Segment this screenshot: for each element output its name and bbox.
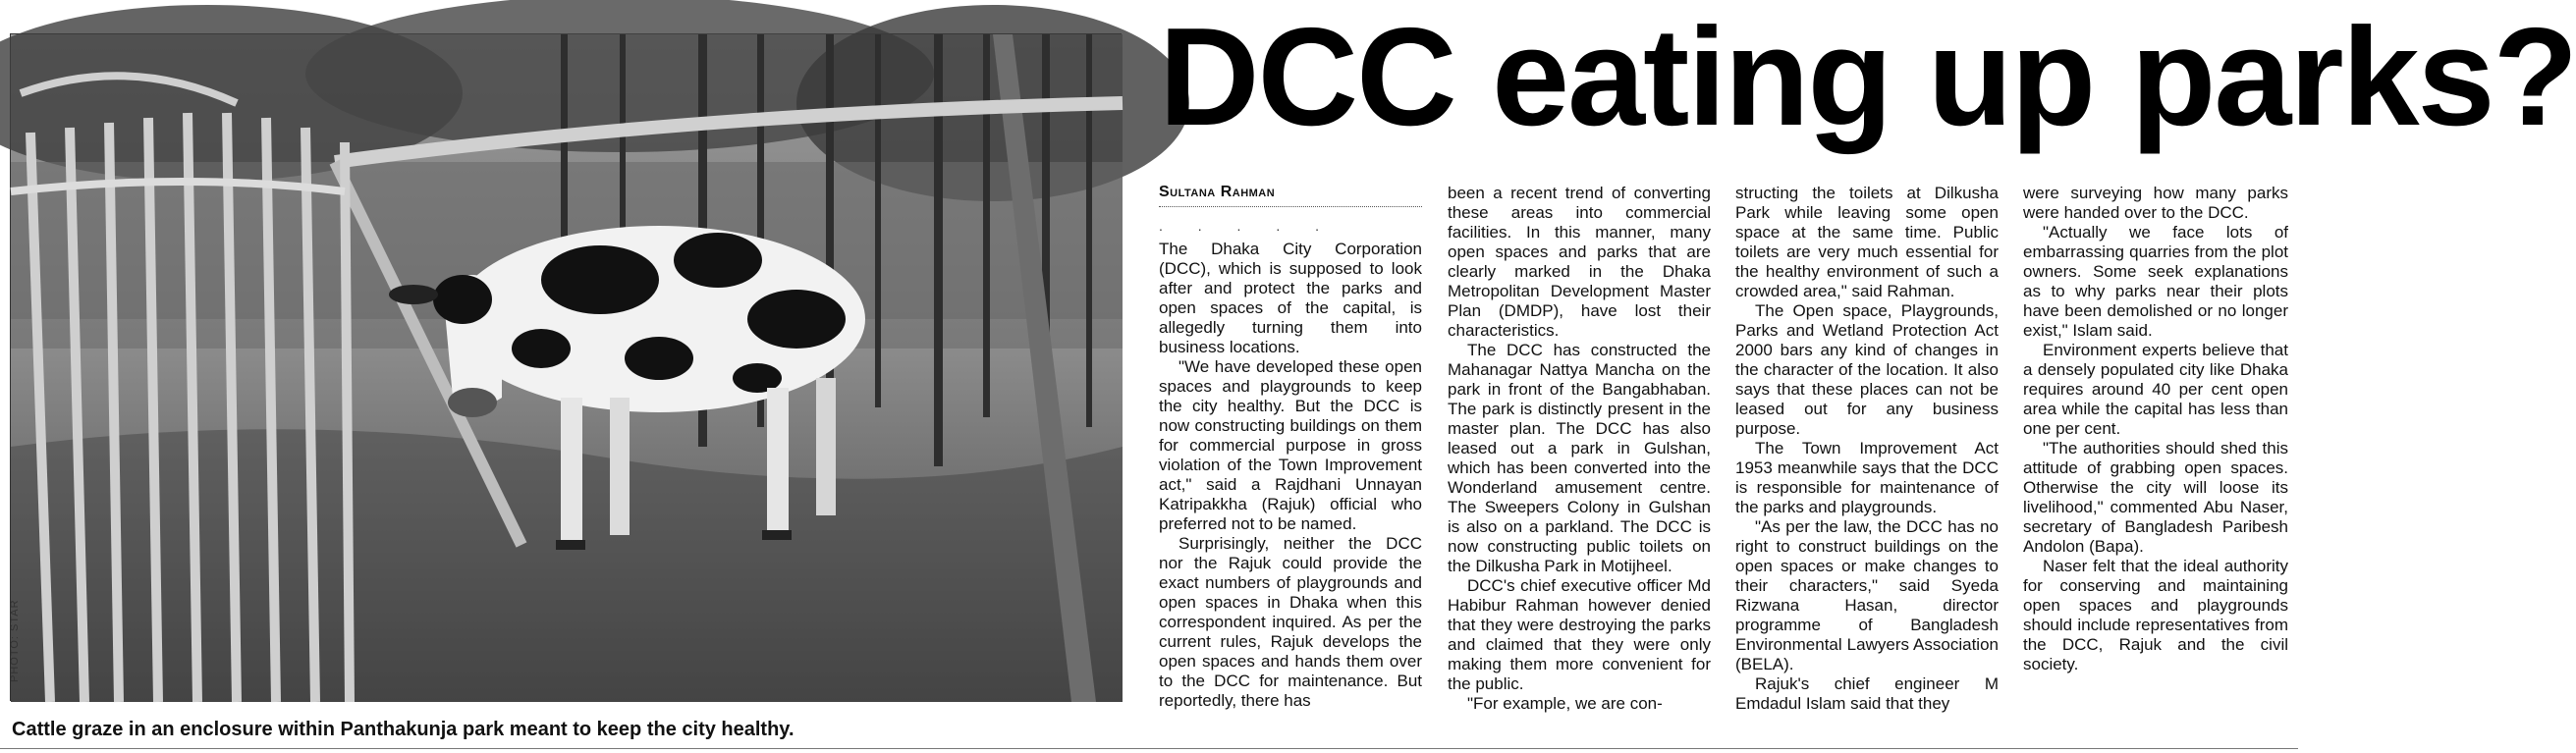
article-column-1 xyxy=(1159,240,1422,711)
paragraph: were surveying how many parks were handed over to the DCC. xyxy=(2023,184,2288,222)
article-column-4 xyxy=(2023,184,2288,674)
paragraph: "The authorities should shed this attitude of grabbing open spaces. Otherwise the city will loose its livelihood," commented Abu Naser, secretary of Bangladesh Paribesh Andolon (Bapa). xyxy=(2023,439,2288,556)
photo-caption: Cattle graze in an enclosure within Panthakunja park meant to keep the city healthy. xyxy=(12,719,795,740)
paragraph: The Town Improvement Act 1953 meanwhile says that the DCC is responsible for maintenance of the parks and playgrounds. xyxy=(1735,439,1999,516)
paragraph: DCC's chief executive officer Md Habibur Rahman however denied that they were destroying the parks and claimed that they were only making them more convenient for the public. xyxy=(1448,576,1711,693)
paragraph: Environment experts believe that a densely populated city like Dhaka requires around 40 per cent open area while the capital has less than one per cent. xyxy=(2023,341,2288,438)
paragraph: "As per the law, the DCC has no right to construct buildings on the open spaces or make changes to their characters," said Syeda Rizwana Hasan, director programme of Bangladesh Environmental Lawyers Association (BELA). xyxy=(1735,517,1999,673)
paragraph: The Dhaka City Corporation (DCC), which is supposed to look after and protect the parks and open spaces of the capital, is allegedly turning them into business locations. xyxy=(1159,240,1422,356)
paragraph: been a recent trend of converting these areas into commercial facilities. In this manner, many open spaces and parks that are clearly marked in the Dhaka Metropolitan Development Master Plan (DMDP), have lost their characteristics. xyxy=(1448,184,1711,340)
article-photo xyxy=(10,33,1122,701)
paragraph: "We have developed these open spaces and playgrounds to keep the city healthy. But the DCC is now constructing buildings on them for commercial purpose in gross violation of the Town Improvement act," said a Rajdhani Unnayan Katripakkha (Rajuk) official who preferred not to be named. xyxy=(1159,357,1422,533)
paragraph: Rajuk's chief engineer M Emdadul Islam said that they xyxy=(1735,674,1999,713)
paragraph: Naser felt that the ideal authority for conserving and maintaining open spaces and playgrounds should include representatives from the DCC, Rajuk and the civil society. xyxy=(2023,557,2288,673)
paragraph: structing the toilets at Dilkusha Park while leaving some open space at the same time. Public toilets are very much essential for the healthy environment of such a crowded area," said Rahman. xyxy=(1735,184,1999,300)
byline: Sultana Rahman xyxy=(1159,184,1276,200)
headline: DCC eating up parks? xyxy=(1159,0,2576,155)
paragraph: The Open space, Playgrounds, Parks and Wetland Protection Act 2000 bars any kind of changes in the character of the location. It also says that these places can not be leased out for any business purpose. xyxy=(1735,301,1999,438)
article-column-2 xyxy=(1448,184,1711,714)
byline-dots: . . . . . xyxy=(1159,218,1336,234)
paragraph: "For example, we are con- xyxy=(1467,694,1663,713)
paragraph: The DCC has constructed the Mahanagar Nattya Mancha on the park in front of the Bangabhaban. The park is distinctly present in the master plan. The DCC has also leased out a park in Gulshan, which has been converted into the Wonderland amusement centre. The Sweepers Colony in Gulshan is also on a parkland. The DCC is now constructing public toilets on the Dilkusha Park in Motijheel. xyxy=(1448,341,1711,575)
paragraph: Surprisingly, neither the DCC nor the Rajuk could provide the exact numbers of playgrounds and open spaces in Dhaka when this correspondent inquired. As per the current rules, Rajuk develops the open spaces and hands them over to the DCC for maintenance. But reportedly, there has xyxy=(1159,534,1422,710)
paragraph: "Actually we face lots of embarrassing quarries from the plot owners. Some seek explanations as to why parks near their plots have been demolished or no longer exist," Islam said. xyxy=(2023,223,2288,340)
article-column-3 xyxy=(1735,184,1999,714)
photo-credit: PHOTO: STAR xyxy=(9,599,21,682)
byline-divider xyxy=(1159,206,1422,207)
photo-cow-icon xyxy=(11,34,1123,702)
bottom-rule xyxy=(0,748,2298,749)
